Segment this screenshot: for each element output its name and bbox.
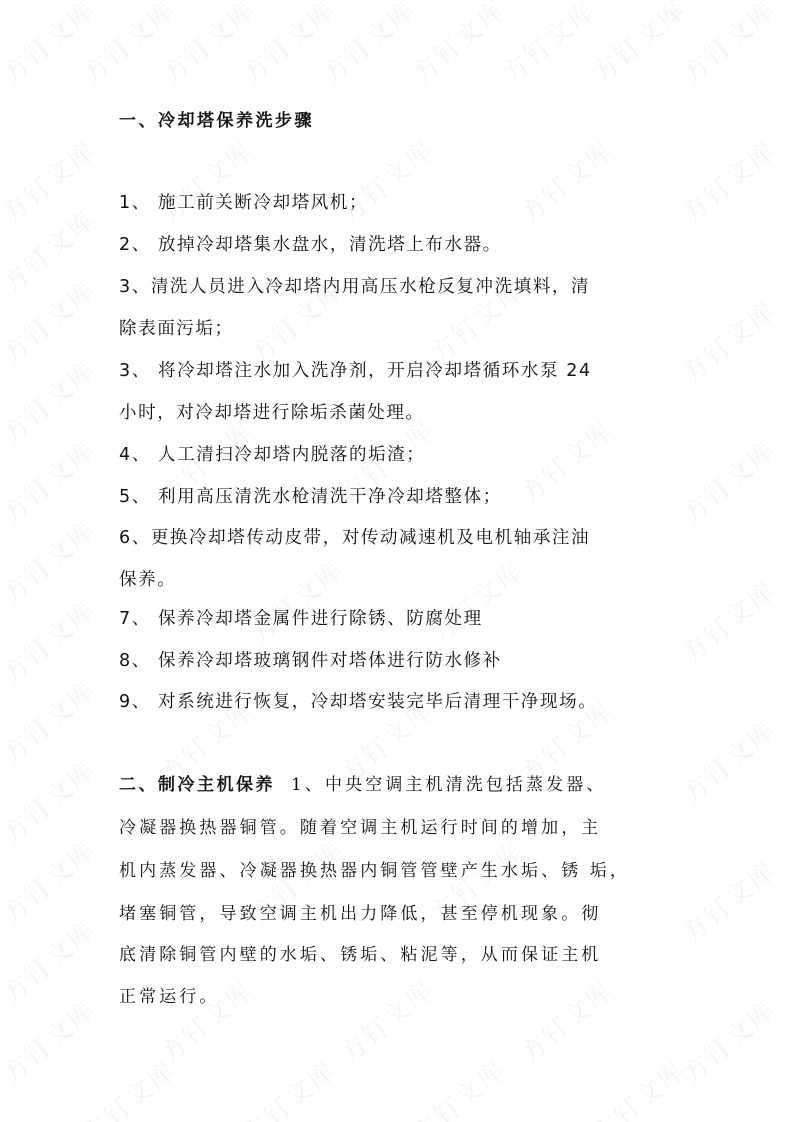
watermark-text xyxy=(73,1050,183,1122)
watermark-text xyxy=(673,0,783,91)
section2-line: 堵塞铜管，导致空调主机出力降低，甚至停机现象。彻 xyxy=(119,904,602,924)
watermark-text xyxy=(0,270,103,370)
section1-line: 4、 人工清扫冷却塔内脱落的垢渣； xyxy=(119,445,426,465)
section2-line: 正常运行。 xyxy=(119,987,220,1007)
watermark-text xyxy=(0,750,103,850)
watermark-text xyxy=(673,430,783,530)
watermark-text xyxy=(511,130,621,230)
watermark-text xyxy=(331,970,441,1070)
section2-first-line xyxy=(119,770,606,795)
watermark-text xyxy=(583,0,693,91)
watermark-text xyxy=(0,670,103,770)
watermark-text xyxy=(673,130,783,230)
watermark-text xyxy=(331,130,441,230)
watermark-text xyxy=(0,200,103,300)
watermark-text xyxy=(583,1050,693,1122)
section1-line: 5、 利用高压清洗水枪清洗干净冷却塔整体； xyxy=(119,487,502,507)
watermark-text xyxy=(0,830,103,930)
watermark-text xyxy=(0,910,103,1010)
watermark-text xyxy=(233,0,343,91)
watermark-text xyxy=(673,710,783,810)
watermark-text xyxy=(0,0,103,91)
section2-line: 底清除铜管内壁的水垢、锈垢、粘泥等，从而保证主机 xyxy=(119,945,602,965)
watermark-text xyxy=(241,550,351,650)
watermark-text xyxy=(403,0,513,91)
watermark-text xyxy=(0,430,103,530)
watermark-text xyxy=(673,570,783,670)
section2-line: 冷凝器换热器铜管。随着空调主机运行时间的增加，主 xyxy=(119,818,602,838)
watermark-text xyxy=(233,1050,343,1122)
watermark-text xyxy=(673,990,783,1090)
section1-line: 2、 放掉冷却塔集水盘水，清洗塔上布水器。 xyxy=(119,235,502,255)
watermark-text xyxy=(0,130,103,230)
section1-line: 保养。 xyxy=(119,570,177,590)
watermark-text xyxy=(511,410,621,510)
section1-line: 6、更换冷却塔传动皮带，对传动减速机及电机轴承注油 xyxy=(119,528,591,548)
section1-line: 1、 施工前关断冷却塔风机； xyxy=(119,193,369,213)
section1-line: 3、 将冷却塔注水加入洗净剂，开启冷却塔循环水泵 24 xyxy=(119,361,592,381)
watermark-text xyxy=(313,0,423,91)
watermark-text xyxy=(73,0,183,91)
watermark-text xyxy=(153,0,263,91)
watermark-text xyxy=(673,290,783,390)
watermark-text xyxy=(151,130,261,230)
section1-line: 小时，对冷却塔进行除垢杀菌处理。 xyxy=(119,403,425,423)
section2-first-line-text: 1、中央空调主机清洗包括蒸发器、 xyxy=(291,775,607,795)
watermark-text xyxy=(0,990,103,1090)
watermark-text xyxy=(673,850,783,950)
watermark-text xyxy=(0,350,103,450)
section1-line: 7、 保养冷却塔金属件进行除锈、防腐处理 xyxy=(119,609,483,629)
section2-heading: 二、制冷主机保养 xyxy=(119,775,275,795)
section1-line: 8、 保养冷却塔玻璃钢件对塔体进行防水修补 xyxy=(119,651,502,671)
watermark-text xyxy=(511,970,621,1070)
watermark-text xyxy=(421,550,531,650)
section2-line: 机内蒸发器、冷凝器换热器内铜管管壁产生水垢、锈 垢， xyxy=(119,861,631,881)
watermark-text xyxy=(493,0,603,91)
watermark-text xyxy=(403,1050,513,1122)
section1-line: 除表面污垢； xyxy=(119,319,234,339)
section1-heading: 一、冷却塔保养洗步骤 xyxy=(119,111,314,131)
watermark-text xyxy=(0,590,103,690)
section1-line: 3、清洗人员进入冷却塔内用高压水枪反复冲洗填料，清 xyxy=(119,277,591,297)
watermark-text xyxy=(0,510,103,610)
section1-line: 9、 对系统进行恢复，冷却塔安装完毕后清理干净现场。 xyxy=(119,692,598,712)
